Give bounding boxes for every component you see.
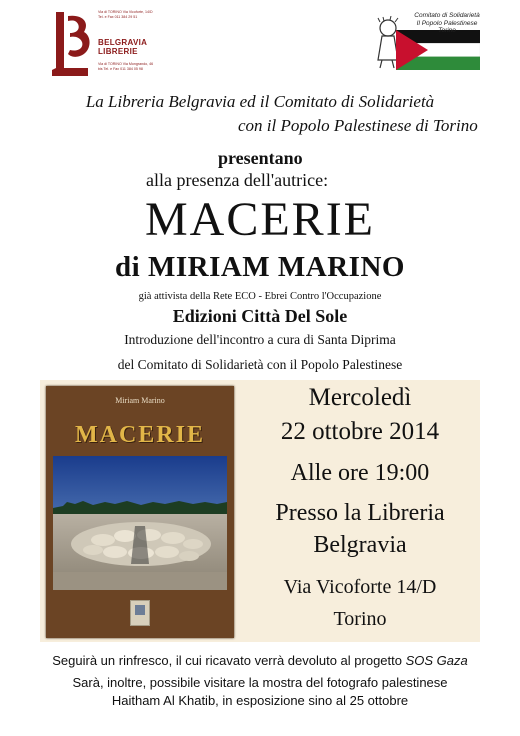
- footer-line2: Sarà, inoltre, possibile visitare la mostra del fotografo palestinese: [72, 675, 448, 690]
- footer-project-name: SOS Gaza: [405, 653, 468, 668]
- committee-line2: Il Popolo Palestinese: [416, 19, 478, 27]
- cover-publisher-badge-icon: [130, 600, 150, 626]
- book-title: MACERIE: [145, 193, 375, 246]
- cover-author: Miriam Marino: [115, 396, 165, 405]
- event-place-line2: Belgravia: [313, 532, 407, 558]
- introduction-org: del Comitato di Solidarietà con il Popolo Palestinese: [117, 357, 403, 372]
- event-place-line1: Presso la Libreria: [275, 500, 445, 526]
- introduction-by: Introduzione dell'incontro a cura di Santa Diprima: [124, 332, 396, 347]
- event-city: Torino: [333, 608, 387, 630]
- presentano-text: presentano: [218, 148, 303, 168]
- intro-line2: con il Popolo Palestinese di Torino: [238, 116, 478, 135]
- book-author: di MIRIAM MARINO: [115, 251, 405, 283]
- footer-line3: Haitham Al Khatib, in esposizione sino al 25 ottobre: [111, 693, 409, 708]
- committee-logo: [370, 10, 480, 70]
- committee-name: [412, 12, 482, 35]
- publisher: Edizioni Città Del Sole: [172, 306, 348, 326]
- footer-line1: [0, 652, 520, 669]
- committee-line3: Torino: [438, 27, 456, 34]
- belgravia-logo: [48, 8, 168, 82]
- belgravia-address-top: Via di TORINO Via Vicoforte, 14/D Tel. e Fax 011 384 29 51: [98, 10, 153, 19]
- intro-line1: La Libreria Belgravia ed il Comitato di Solidarietà: [85, 92, 435, 111]
- belgravia-b-logo-icon: [48, 8, 96, 80]
- event-date: 22 ottobre 2014: [280, 418, 440, 445]
- book-cover: [46, 386, 234, 638]
- presenza-text: alla presenza dell'autrice:: [146, 170, 329, 190]
- belgravia-name: [98, 38, 147, 56]
- committee-line1: Comitato di Solidarietà: [414, 12, 480, 19]
- footer-line1-text: Seguirà un rinfresco, il cui ricavato verrà devoluto al progetto: [52, 653, 406, 668]
- palestinian-flag-icon: [396, 30, 480, 70]
- cover-title: MACERIE: [74, 422, 205, 448]
- event-street: Via Vicoforte 14/D: [283, 576, 437, 598]
- belgravia-name-line2: LIBRERIE: [98, 47, 138, 56]
- belgravia-address-bottom: Via di TORINO Via Mongrando, 46 bis Tel. e Fax 011 384 05 98: [98, 62, 154, 71]
- author-activist-note: già attivista della Rete ECO - Ebrei Contro l'Occupazione: [138, 291, 382, 302]
- event-day: Mercoledì: [308, 384, 412, 411]
- event-time: Alle ore 19:00: [290, 460, 430, 486]
- event-panel: [40, 380, 480, 642]
- belgravia-name-line1: BELGRAVIA: [98, 38, 148, 47]
- cover-photo: [53, 456, 227, 590]
